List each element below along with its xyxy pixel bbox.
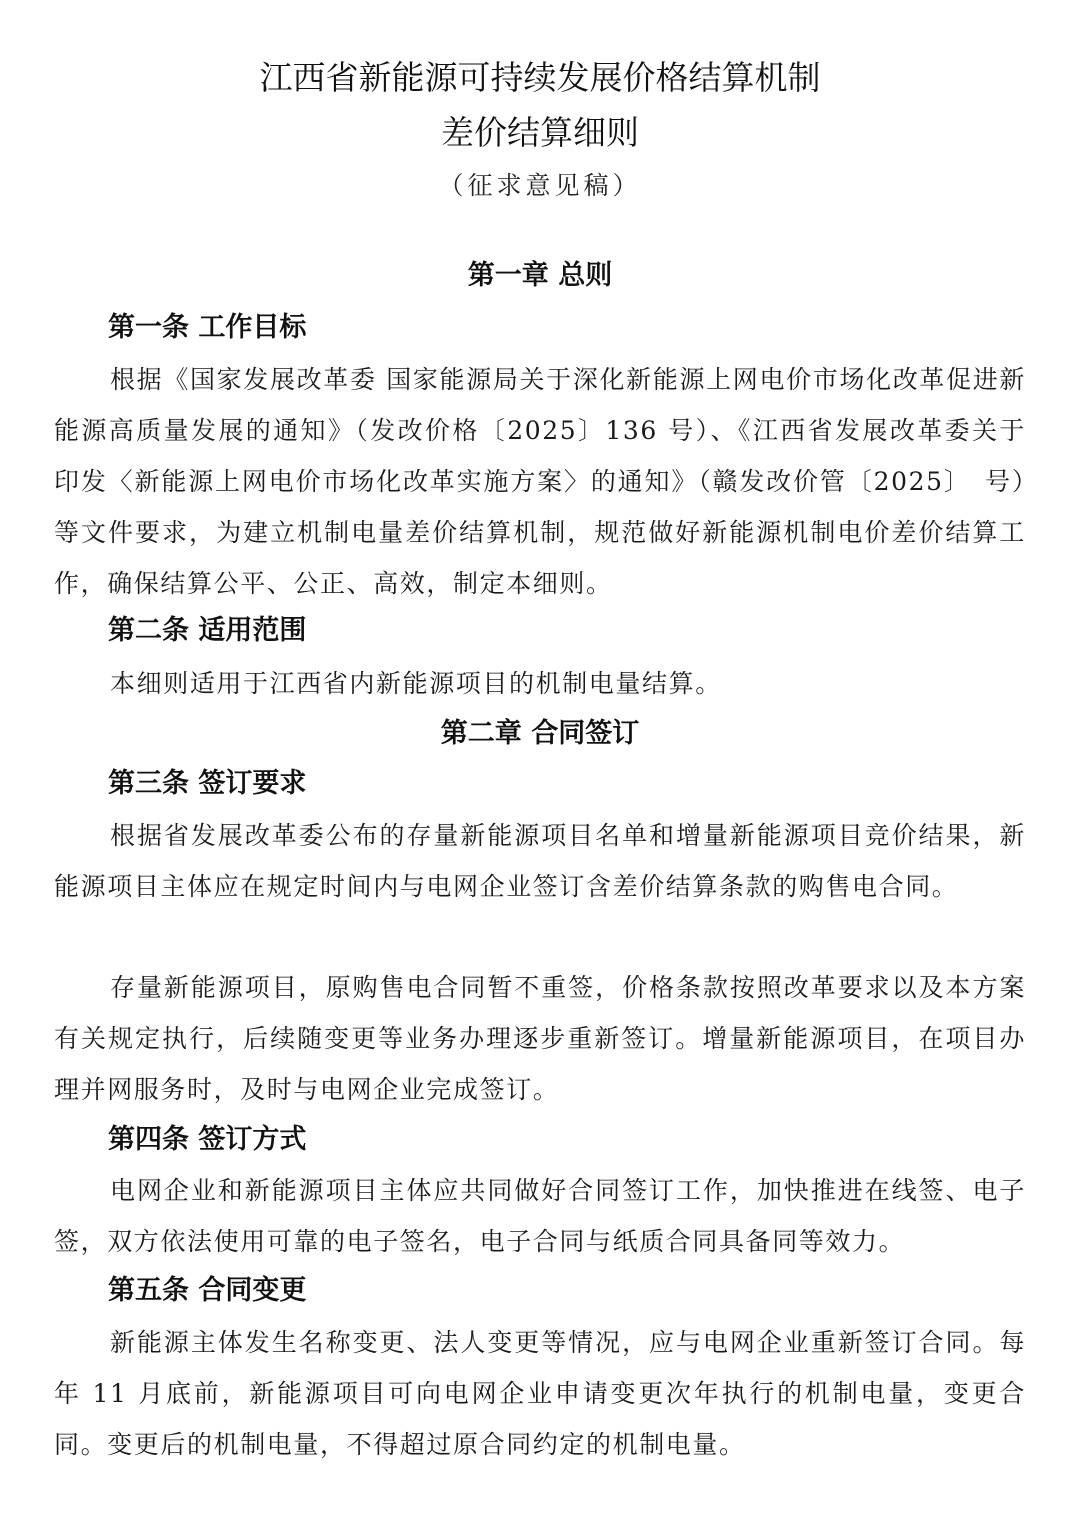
article-2-paragraph-1: 本细则适用于江西省内新能源项目的机制电量结算。 <box>110 669 722 698</box>
document-subtitle: （征求意见稿） <box>438 171 642 200</box>
article-3-paragraph-2: 存量新能源项目，原购售电合同暂不重签，价格条款按照改革要求以及本方案有关规定执行，后续随变更等业务办理逐步重新签订。增量新能源项目，在项目办理并网服务时，及时与电网企业完成签订。 <box>54 973 1026 1104</box>
article-4-heading: 第四条 签订方式 <box>108 1124 307 1155</box>
article-5-heading: 第五条 合同变更 <box>108 1275 307 1306</box>
document-title-line-1: 江西省新能源可持续发展价格结算机制 <box>259 58 821 97</box>
article-1-heading: 第一条 工作目标 <box>108 312 307 343</box>
chapter-2-heading: 第二章 合同签订 <box>440 718 640 749</box>
article-5-paragraph-1: 新能源主体发生名称变更、法人变更等情况，应与电网企业重新签订合同。每年 11 月底前，新能源项目可向电网企业申请变更次年执行的机制电量，变更合同。变更后的机制电量，不得超过原合同约定的机制电量。 <box>54 1328 1026 1459</box>
article-1-paragraph-1: 根据《国家发展改革委 国家能源局关于深化新能源上网电价市场化改革促进新能源高质量发展的通知》（发改价格〔2025〕136 号）、《江西省发展改革委关于印发〈新能源上网电价市场化改革实施方案〉的通知》（赣发改价管〔2025〕 号）等文件要求，为建立机制电量差价结算机制，规范做好新能源机制电价差价结算工作，确保结算公平、公正、高效，制定本细则。 <box>54 365 1026 598</box>
document-title-line-2: 差价结算细则 <box>441 113 639 152</box>
article-4-paragraph-1: 电网企业和新能源项目主体应共同做好合同签订工作，加快推进在线签、电子签，双方依法使用可靠的电子签名，电子合同与纸质合同具备同等效力。 <box>54 1176 1026 1256</box>
chapter-1-heading: 第一章 总则 <box>467 260 613 291</box>
article-2-heading: 第二条 适用范围 <box>108 615 307 646</box>
article-3-heading: 第三条 签订要求 <box>108 768 307 799</box>
article-3-paragraph-1: 根据省发展改革委公布的存量新能源项目名单和增量新能源项目竞价结果，新能源项目主体应在规定时间内与电网企业签订含差价结算条款的购售电合同。 <box>54 821 1026 901</box>
